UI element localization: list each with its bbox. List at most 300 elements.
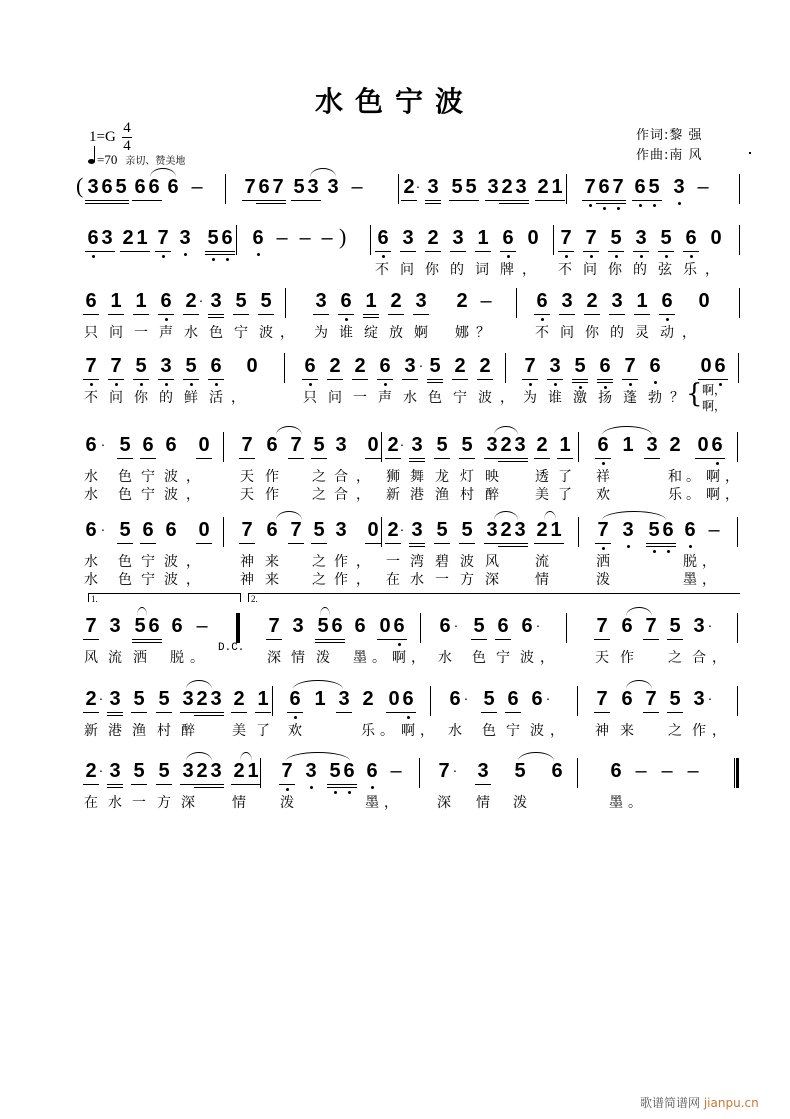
lyric-syllable: 啊 <box>392 650 406 666</box>
lyric-syllable: 。 <box>380 723 394 739</box>
note: 7 <box>157 227 169 249</box>
lyric-syllable: 宁 <box>141 554 155 570</box>
octave-dot-below <box>184 253 187 256</box>
note: 5 <box>451 176 463 198</box>
note: 3 <box>514 519 526 541</box>
lyric-syllable: 脱 <box>170 650 184 666</box>
note: 6 <box>266 519 278 541</box>
lyric-syllable-verse2: 情 <box>535 572 549 588</box>
lyric-syllable: 新 <box>84 723 98 739</box>
octave-dot-below <box>665 255 668 258</box>
note: 7 <box>624 355 636 377</box>
note: 6 <box>621 688 633 710</box>
underline-beam <box>196 543 212 544</box>
underline-beam <box>352 379 368 380</box>
underline-beam <box>572 379 588 380</box>
octave-dot-below <box>212 258 215 261</box>
note: 3 <box>182 688 194 710</box>
lyric-syllable: 。 <box>686 469 700 485</box>
note: 7 <box>524 355 536 377</box>
lyric-syllable: 色 <box>472 650 486 666</box>
note: 2 <box>185 290 197 312</box>
underline-beam <box>239 543 255 544</box>
note: 5 <box>465 176 477 198</box>
slur-tie <box>186 752 212 761</box>
barline <box>739 288 740 318</box>
lyric-syllable: ， <box>522 262 536 278</box>
underline-beam <box>495 639 511 640</box>
augmentation-dot: · <box>453 617 459 633</box>
augmentation-dot: · <box>545 690 551 706</box>
lyric-syllable-verse2: ， <box>702 572 716 588</box>
lyric-syllable: 神 <box>595 723 609 739</box>
octave-dot-below <box>226 258 229 261</box>
note: 7 <box>596 615 608 637</box>
underline-beam <box>646 200 662 201</box>
note: 3 <box>635 227 647 249</box>
note: 5 <box>648 519 660 541</box>
lyric-syllable: 乐 <box>361 723 375 739</box>
underline-beam <box>391 639 407 640</box>
underline-beam <box>329 639 345 640</box>
note: 2 <box>233 688 245 710</box>
underline-beam <box>658 251 674 252</box>
lyric-syllable: 一 <box>134 325 148 341</box>
underline-beam <box>158 314 174 315</box>
octave-dot-below <box>590 255 593 258</box>
slur-tie <box>494 511 518 520</box>
note: 0 <box>379 615 391 637</box>
underline-beam <box>140 543 156 544</box>
note: 5 <box>461 434 473 456</box>
note: 0 <box>700 355 712 377</box>
octave-dot-below <box>666 318 669 321</box>
underline-beam <box>288 458 304 459</box>
lyric-syllable-verse2: ， <box>186 572 200 588</box>
note: 7 <box>244 176 256 198</box>
underline-beam <box>584 314 600 315</box>
underline-beam <box>513 200 529 201</box>
lyric-syllable: 不 <box>558 262 572 278</box>
barline <box>566 174 567 204</box>
note: 6 <box>85 434 97 456</box>
brace-lyric: 啊， <box>702 399 727 413</box>
underline-beam <box>534 314 550 315</box>
note: 6 <box>597 434 609 456</box>
lyric-syllable-verse2: 在 <box>386 572 400 588</box>
lyric-syllable: 的 <box>159 390 173 406</box>
octave-dot-below <box>90 383 93 386</box>
underline-beam <box>363 314 379 315</box>
note: 6 <box>634 176 646 198</box>
lyric-syllable-verse2: ， <box>725 487 739 503</box>
underline-beam <box>427 379 443 380</box>
underline-beam <box>425 203 441 204</box>
note: 0 <box>527 227 539 249</box>
note: 6 <box>531 688 543 710</box>
note: 5 <box>483 688 495 710</box>
note: 6 <box>610 760 622 782</box>
lyric-syllable-verse2: 作 <box>265 487 279 503</box>
credits <box>636 126 703 166</box>
lyric-syllable-verse2: 波 <box>164 572 178 588</box>
underline-beam <box>459 543 475 544</box>
augmentation-dot: · <box>418 357 424 373</box>
dash-sustain: – <box>196 615 208 637</box>
lyric-syllable: 狮 <box>386 469 400 485</box>
lyric-syllable: 你 <box>425 262 439 278</box>
underline-beam <box>107 784 123 785</box>
lyric-syllable: 港 <box>108 723 122 739</box>
octave-dot-below <box>371 786 374 789</box>
lyric-syllable: ， <box>712 723 726 739</box>
note: 0 <box>367 434 379 456</box>
note: 1 <box>550 519 562 541</box>
note: 6 <box>684 519 696 541</box>
lyric-syllable: 不 <box>375 262 389 278</box>
lyric-syllable: 问 <box>328 390 342 406</box>
lyric-syllable: 泼 <box>280 795 294 811</box>
augmentation-dot: · <box>100 521 106 537</box>
watermark <box>640 1094 759 1111</box>
octave-dot-below <box>162 255 165 258</box>
note: 3 <box>101 227 113 249</box>
underline-beam <box>83 784 99 785</box>
barline <box>505 353 506 383</box>
lyric-syllable: 宁 <box>506 723 520 739</box>
underline-beam <box>500 251 516 252</box>
stray-dot <box>749 152 751 154</box>
note: 3 <box>179 227 191 249</box>
note: 6 <box>165 434 177 456</box>
lyric-syllable: 情 <box>232 795 246 811</box>
note: 2 <box>536 434 548 456</box>
lyric-syllable: 波 <box>520 650 534 666</box>
composer: 作曲:南 风 <box>636 148 703 163</box>
underline-beam <box>385 458 401 459</box>
octave-dot-below <box>407 716 410 719</box>
lyric-syllable: 深 <box>437 795 451 811</box>
note: 2 <box>456 290 468 312</box>
note: 3 <box>210 760 222 782</box>
note: 2 <box>122 227 134 249</box>
lyric-syllable: 婀 <box>414 325 428 341</box>
lyric-syllable: 不 <box>84 390 98 406</box>
underline-beam <box>475 251 491 252</box>
note: 1 <box>365 290 377 312</box>
octave-dot-below <box>165 318 168 321</box>
lyric-syllable: 和 <box>668 469 682 485</box>
note: 5 <box>313 434 325 456</box>
note: 7 <box>85 615 97 637</box>
underline-beam <box>667 712 683 713</box>
octave-dot-below <box>589 204 592 207</box>
lyric-syllable: ， <box>356 469 370 485</box>
lyric-syllable: 作 <box>692 723 706 739</box>
lyric-syllable: 了 <box>256 723 270 739</box>
lyric-syllable: 波 <box>259 325 273 341</box>
underline-beam <box>107 715 123 716</box>
underline-beam <box>595 458 611 459</box>
lyric-syllable-verse2: 渔 <box>435 487 449 503</box>
lyric-syllable: 水 <box>84 469 98 485</box>
note: 2 <box>500 434 512 456</box>
note: 2 <box>354 355 366 377</box>
lyric-syllable: 波 <box>530 723 544 739</box>
octave-dot-below <box>309 383 312 386</box>
note: 0 <box>698 290 710 312</box>
note: 3 <box>693 615 705 637</box>
lyric-syllable: 一 <box>353 390 367 406</box>
octave-dot-below <box>348 791 351 794</box>
brace-icon: { <box>686 379 703 409</box>
lyric-syllable-verse2: 墨 <box>683 572 697 588</box>
expression-marking: 亲切、赞美地 <box>125 156 186 167</box>
dash-sustain: – <box>661 760 673 782</box>
barline <box>578 432 579 462</box>
lyric-syllable-verse2: 深 <box>485 572 499 588</box>
lyric-syllable: 作 <box>265 469 279 485</box>
octave-dot-below <box>640 255 643 258</box>
note: 6 <box>85 519 97 541</box>
lyric-syllable: 天 <box>595 650 609 666</box>
octave-dot-below <box>689 545 692 548</box>
note: 6 <box>621 615 633 637</box>
note: 7 <box>560 227 572 249</box>
underline-beam <box>409 458 425 459</box>
lyric-syllable: 问 <box>583 262 597 278</box>
note: 1 <box>247 760 259 782</box>
lyric-syllable: 词 <box>475 262 489 278</box>
note: 7 <box>596 688 608 710</box>
augmentation-dot: · <box>399 436 405 452</box>
octave-dot-below <box>165 383 168 386</box>
note: 5 <box>185 355 197 377</box>
note: 3 <box>182 760 194 782</box>
underline-beam <box>595 543 611 544</box>
note: 0 <box>710 227 722 249</box>
barline <box>236 225 237 255</box>
underline-beam <box>270 203 286 204</box>
underline-beam <box>558 251 574 252</box>
lyric-syllable-verse2: 波 <box>164 487 178 503</box>
lyric-syllable: ， <box>725 469 739 485</box>
lyric-syllable: ， <box>550 723 564 739</box>
note: 6 <box>221 227 233 249</box>
underline-beam <box>659 314 675 315</box>
underline-beam <box>463 200 479 201</box>
note: 5 <box>329 760 341 782</box>
octave-dot-below <box>629 383 632 386</box>
underline-beam <box>107 787 123 788</box>
underline-beam <box>329 642 345 643</box>
note: 3 <box>292 615 304 637</box>
note: 2 <box>390 290 402 312</box>
note: 7 <box>585 227 597 249</box>
lyric-syllable: ， <box>540 650 554 666</box>
note: 6 <box>497 615 509 637</box>
slur-tie <box>276 426 302 435</box>
underline-beam <box>107 712 123 713</box>
note: 6 <box>167 176 179 198</box>
note: 6 <box>343 760 355 782</box>
octave-dot-below <box>529 383 532 386</box>
octave-dot-below <box>215 383 218 386</box>
underline-beam <box>512 546 528 547</box>
note: 7 <box>110 355 122 377</box>
note: 5 <box>260 290 272 312</box>
note: 3 <box>549 355 561 377</box>
slur-tie <box>240 752 252 761</box>
lyric-syllable: 舞 <box>410 469 424 485</box>
note: 5 <box>514 760 526 782</box>
lyric-syllable: 之 <box>312 469 326 485</box>
octave-dot-below <box>554 383 557 386</box>
note: 6 <box>449 688 461 710</box>
barline <box>381 432 382 462</box>
note: 5 <box>119 434 131 456</box>
note: 5 <box>669 615 681 637</box>
note: 3 <box>327 176 339 198</box>
lyric-syllable: 深 <box>181 795 195 811</box>
barline <box>285 288 286 318</box>
underline-beam <box>471 639 487 640</box>
note: 3 <box>487 176 499 198</box>
barline <box>430 686 431 716</box>
underline-beam <box>133 314 149 315</box>
lyric-syllable: 宁 <box>453 390 467 406</box>
note: 3 <box>673 176 685 198</box>
barline <box>737 613 738 643</box>
note: 6 <box>252 227 264 249</box>
note: 3 <box>415 290 427 312</box>
note: 3 <box>515 176 527 198</box>
note: 6 <box>85 290 97 312</box>
lyric-syllable: 绽 <box>364 325 378 341</box>
note: 3 <box>402 227 414 249</box>
underline-beam <box>512 461 528 462</box>
augmentation-dot: · <box>707 690 713 706</box>
lyric-syllable: 透 <box>535 469 549 485</box>
lyric-syllable: 墨 <box>365 795 379 811</box>
octave-dot-below <box>345 318 348 321</box>
underline-beam <box>385 543 401 544</box>
octave-dot-below <box>627 545 630 548</box>
note: 3 <box>109 688 121 710</box>
lyric-syllable: 不 <box>535 325 549 341</box>
lyric-syllable: 天 <box>240 469 254 485</box>
underline-beam <box>156 784 172 785</box>
lyric-syllable: 波 <box>460 554 474 570</box>
lyric-syllable: 放 <box>389 325 403 341</box>
slur-tie <box>602 426 652 435</box>
barline <box>553 225 554 255</box>
note: 2 <box>537 176 549 198</box>
underline-beam <box>83 639 99 640</box>
note: 7 <box>645 615 657 637</box>
note: 7 <box>612 176 624 198</box>
underline-beam <box>377 379 393 380</box>
underline-beam <box>409 546 425 547</box>
octave-dot-below <box>602 462 605 465</box>
note: 2 <box>500 519 512 541</box>
slur-tie <box>320 607 330 616</box>
note: 3 <box>514 434 526 456</box>
note: 5 <box>207 227 219 249</box>
lyric-syllable: ？ <box>476 325 490 341</box>
lyric-syllable: 乐 <box>683 262 697 278</box>
note: 1 <box>551 176 563 198</box>
dash-sustain: – <box>708 519 720 541</box>
lyric-syllable: 只 <box>303 390 317 406</box>
note: 5 <box>436 519 448 541</box>
lyric-syllable: 你 <box>134 390 148 406</box>
augmentation-dot: · <box>463 690 469 706</box>
note: 6 <box>379 355 391 377</box>
quarter-note-icon <box>88 159 95 164</box>
underline-beam <box>660 546 676 547</box>
underline-beam <box>400 712 416 713</box>
note: 5 <box>574 355 586 377</box>
augmentation-dot: · <box>415 178 421 194</box>
final-barline <box>734 758 739 788</box>
note: 1 <box>110 290 122 312</box>
octave-dot-below <box>384 383 387 386</box>
note: 3 <box>411 519 423 541</box>
lyric-syllable-verse2: 新 <box>386 487 400 503</box>
underline-beam <box>208 787 224 788</box>
underline-beam <box>183 379 199 380</box>
note: 0 <box>246 355 258 377</box>
underline-beam <box>409 543 425 544</box>
note: 3 <box>210 290 222 312</box>
slur-tie <box>544 511 556 520</box>
underline-beam <box>505 712 521 713</box>
note: 3 <box>452 227 464 249</box>
note: 6 <box>331 615 343 637</box>
underline-beam <box>559 314 575 315</box>
underline-beam <box>134 251 150 252</box>
barline <box>737 686 738 716</box>
note: 1 <box>477 227 489 249</box>
underline-beam <box>245 784 261 785</box>
octave-dot-below <box>398 643 401 646</box>
underline-beam <box>338 314 354 315</box>
lyric-syllable-verse2: 了 <box>558 487 572 503</box>
paren-open: ( <box>76 173 84 198</box>
barline <box>739 225 740 255</box>
note: 3 <box>160 355 172 377</box>
note: 2 <box>362 688 374 710</box>
underline-beam <box>208 317 224 318</box>
note: 2 <box>403 176 415 198</box>
underline-beam <box>287 712 303 713</box>
barline <box>566 613 567 643</box>
augmentation-dot: · <box>98 762 104 778</box>
octave-dot-below <box>140 383 143 386</box>
lyric-syllable: 谁 <box>548 390 562 406</box>
lyric-syllable: 弦 <box>658 262 672 278</box>
underline-beam <box>108 379 124 380</box>
note: 7 <box>281 760 293 782</box>
augmentation-dot: · <box>535 617 541 633</box>
underline-beam <box>83 314 99 315</box>
underline-beam <box>608 251 624 252</box>
note: 3 <box>646 434 658 456</box>
lyric-syllable: 色 <box>118 469 132 485</box>
time-signature-top: 4 <box>123 120 131 136</box>
lyric-syllable-verse2: 色 <box>118 487 132 503</box>
